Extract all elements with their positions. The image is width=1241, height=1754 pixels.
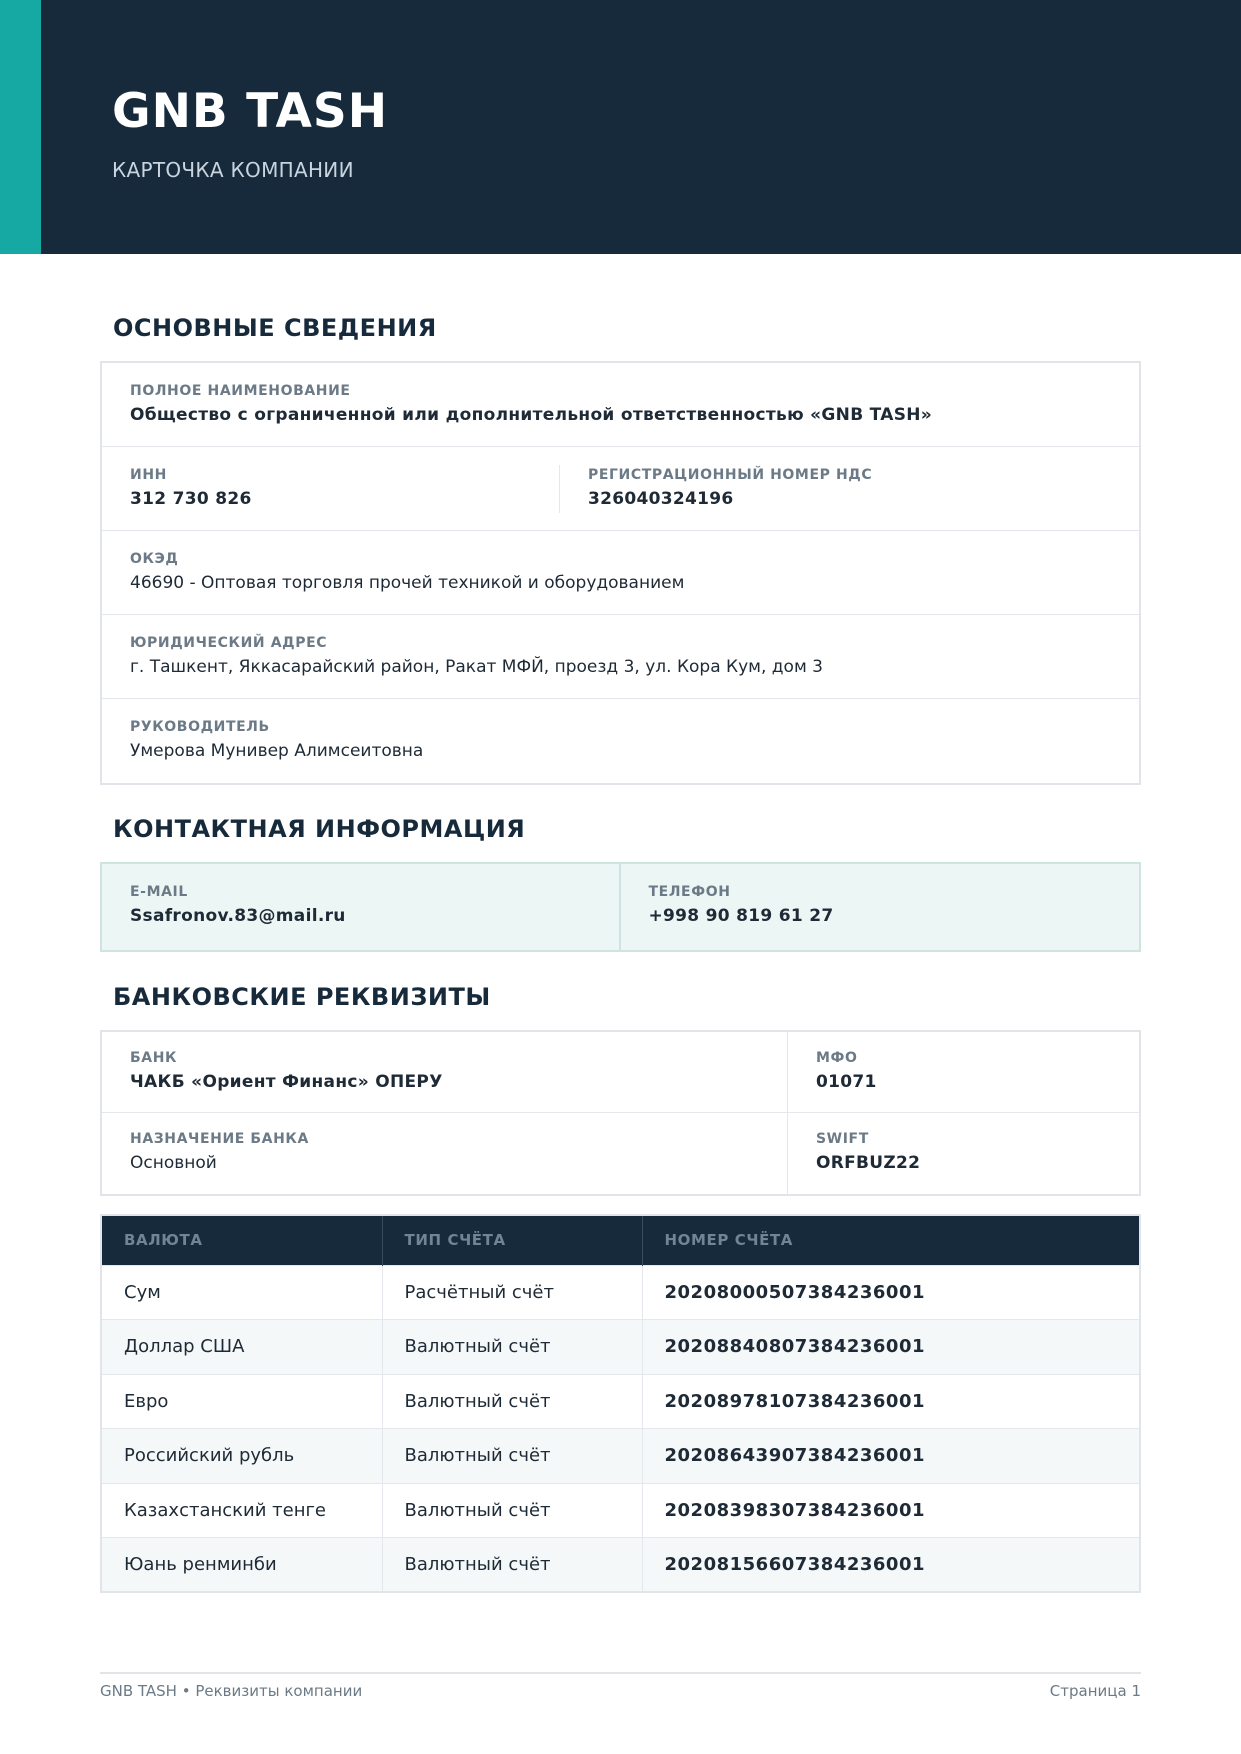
account-type-cell: Валютный счёт <box>382 1483 642 1538</box>
email-value[interactable]: Ssafronov.83@mail.ru <box>130 906 346 926</box>
email-cell <box>102 864 621 950</box>
footer-divider <box>100 1672 1141 1674</box>
account-number-cell: 20208398307384236001 <box>642 1483 1140 1538</box>
account-type-cell: Валютный счёт <box>382 1374 642 1429</box>
bank-name-value: ЧАКБ «Ориент Финанс» ОПЕРУ <box>130 1072 443 1092</box>
currency-cell: Сум <box>101 1265 382 1320</box>
account-number-cell: 20208000507384236001 <box>642 1265 1140 1320</box>
header-accent-bar <box>0 0 41 254</box>
currency-cell: Доллар США <box>101 1320 382 1375</box>
table-row <box>101 1538 1140 1593</box>
tax-ids-row <box>102 447 1139 531</box>
bank-row-2 <box>102 1113 1139 1194</box>
account-number-cell: 20208156607384236001 <box>642 1538 1140 1593</box>
account-type-cell: Расчётный счёт <box>382 1265 642 1320</box>
account-type-cell: Валютный счёт <box>382 1429 642 1484</box>
mfo-label: МФО <box>816 1050 858 1066</box>
currency-cell: Российский рубль <box>101 1429 382 1484</box>
director-row <box>102 699 1139 783</box>
account-type-cell: Валютный счёт <box>382 1320 642 1375</box>
table-row <box>101 1483 1140 1538</box>
inn-value: 312 730 826 <box>130 489 252 509</box>
table-row <box>101 1320 1140 1375</box>
okved-row <box>102 531 1139 615</box>
currency-cell: Казахстанский тенге <box>101 1483 382 1538</box>
phone-label: ТЕЛЕФОН <box>648 884 731 900</box>
column-header-account-type: ТИП СЧЁТА <box>382 1215 642 1265</box>
account-number-cell: 20208978107384236001 <box>642 1374 1140 1429</box>
okved-label: ОКЭД <box>130 551 179 567</box>
main-info-card <box>100 361 1141 785</box>
account-number-cell: 20208840807384236001 <box>642 1320 1140 1375</box>
mfo-cell <box>788 1032 905 1112</box>
company-title: GNB TASH <box>112 84 389 139</box>
vat-value: 326040324196 <box>588 489 734 509</box>
bank-card <box>100 1030 1141 1196</box>
bank-name-label: БАНК <box>130 1050 178 1066</box>
bank-name-cell <box>102 1032 788 1112</box>
document-subtitle: КАРТОЧКА КОМПАНИИ <box>112 158 354 182</box>
account-number-cell: 20208643907384236001 <box>642 1429 1140 1484</box>
director-value: Умерова Мунивер Алимсеитовна <box>130 741 424 761</box>
contact-card <box>100 862 1141 952</box>
vat-cell <box>560 447 900 530</box>
inn-cell <box>102 447 560 530</box>
swift-cell <box>788 1113 948 1194</box>
section-title-bank: БАНКОВСКИЕ РЕКВИЗИТЫ <box>113 983 491 1011</box>
phone-cell <box>621 864 1140 950</box>
inn-label: ИНН <box>130 467 167 483</box>
currency-cell: Юань ренминби <box>101 1538 382 1593</box>
bank-purpose-cell <box>102 1113 788 1194</box>
swift-value: ORFBUZ22 <box>816 1153 921 1173</box>
bank-purpose-label: НАЗНАЧЕНИЕ БАНКА <box>130 1131 309 1147</box>
mfo-value: 01071 <box>816 1072 877 1092</box>
address-value: г. Ташкент, Яккасарайский район, Ракат МФЙ, проезд 3, ул. Кора Кум, дом 3 <box>130 657 823 677</box>
account-type-cell: Валютный счёт <box>382 1538 642 1593</box>
footer-left-text: GNB TASH • Реквизиты компании <box>100 1682 363 1700</box>
full-name-row <box>102 363 1139 447</box>
phone-value[interactable]: +998 90 819 61 27 <box>648 906 834 926</box>
email-label: E-MAIL <box>130 884 188 900</box>
okved-value: 46690 - Оптовая торговля прочей техникой и оборудованием <box>130 573 685 593</box>
table-row <box>101 1429 1140 1484</box>
vat-label: РЕГИСТРАЦИОННЫЙ НОМЕР НДС <box>588 467 873 483</box>
full-name-label: ПОЛНОЕ НАИМЕНОВАНИЕ <box>130 383 351 399</box>
address-label: ЮРИДИЧЕСКИЙ АДРЕС <box>130 635 328 651</box>
accounts-table <box>100 1214 1141 1593</box>
table-row <box>101 1265 1140 1320</box>
column-header-account-number: НОМЕР СЧЁТА <box>642 1215 1140 1265</box>
bank-row-1 <box>102 1032 1139 1113</box>
swift-label: SWIFT <box>816 1131 869 1147</box>
page-number: Страница 1 <box>1049 1682 1141 1700</box>
bank-purpose-value: Основной <box>130 1153 217 1173</box>
column-header-currency: ВАЛЮТА <box>101 1215 382 1265</box>
section-title-main: ОСНОВНЫЕ СВЕДЕНИЯ <box>113 314 437 342</box>
currency-cell: Евро <box>101 1374 382 1429</box>
full-name-value: Общество с ограниченной или дополнительной ответственностью «GNB TASH» <box>130 405 933 425</box>
table-row <box>101 1374 1140 1429</box>
address-row <box>102 615 1139 699</box>
accounts-header-row <box>101 1215 1140 1265</box>
page-header <box>0 0 1241 254</box>
section-title-contacts: КОНТАКТНАЯ ИНФОРМАЦИЯ <box>113 815 526 843</box>
director-label: РУКОВОДИТЕЛЬ <box>130 719 270 735</box>
